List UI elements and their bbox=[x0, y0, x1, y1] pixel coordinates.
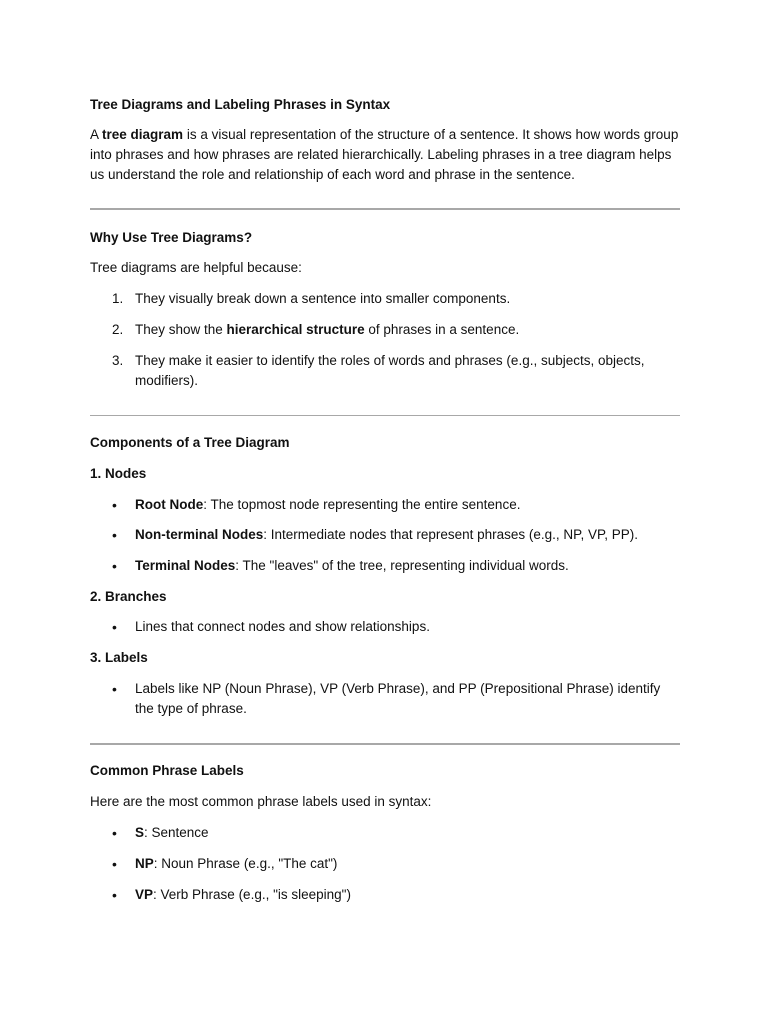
why-heading: Why Use Tree Diagrams? bbox=[90, 230, 253, 245]
list-item: 2. They show the hierarchical structure of phrases in a sentence. bbox=[112, 322, 520, 337]
document-page bbox=[90, 95, 680, 905]
components-heading: Components of a Tree Diagram bbox=[90, 435, 290, 450]
list-item: • Non-terminal Nodes: Intermediate nodes that represent phrases (e.g., NP, VP, PP). bbox=[112, 527, 638, 543]
list-item: • Labels like NP (Noun Phrase), VP (Verb Phrase), and PP (Prepositional Phrase) identify the type of phrase. bbox=[112, 681, 661, 716]
list-item: 3. They make it easier to identify the roles of words and phrases (e.g., subjects, objects, modifiers). bbox=[112, 353, 645, 388]
branches-heading: 2. Branches bbox=[90, 589, 167, 604]
common-list bbox=[90, 823, 680, 905]
list-item: • S: Sentence bbox=[112, 825, 209, 841]
list-item: 1. They visually break down a sentence into smaller components. bbox=[112, 291, 511, 306]
bullet-icon: • bbox=[112, 825, 117, 841]
labels-list bbox=[90, 679, 680, 719]
bullet-icon: • bbox=[112, 887, 117, 903]
list-item: • Terminal Nodes: The "leaves" of the tree, representing individual words. bbox=[112, 558, 569, 574]
common-heading: Common Phrase Labels bbox=[90, 763, 244, 778]
bullet-icon: • bbox=[112, 527, 117, 543]
nodes-heading: 1. Nodes bbox=[90, 466, 147, 481]
why-list bbox=[90, 289, 680, 391]
list-item: • NP: Noun Phrase (e.g., "The cat") bbox=[112, 856, 338, 872]
bullet-icon: • bbox=[112, 619, 117, 635]
common-lead: Here are the most common phrase labels used in syntax: bbox=[90, 794, 432, 809]
document-title: Tree Diagrams and Labeling Phrases in Syntax bbox=[90, 97, 391, 112]
bullet-icon: • bbox=[112, 497, 117, 513]
bullet-icon: • bbox=[112, 558, 117, 574]
nodes-list bbox=[90, 495, 680, 576]
bullet-icon: • bbox=[112, 681, 117, 697]
branches-list bbox=[90, 617, 680, 637]
intro-term: tree diagram bbox=[102, 127, 184, 142]
list-item: • VP: Verb Phrase (e.g., "is sleeping") bbox=[112, 887, 351, 903]
labels-heading: 3. Labels bbox=[90, 650, 148, 665]
intro-paragraph: A tree diagram is a visual representation of the structure of a sentence. It shows how words group into phrases and how phrases are related hierarchically. Labeling phrases in a tree diagram helps us understand the role and relationship of each word and phrase in the sentence. bbox=[90, 127, 679, 182]
section-divider bbox=[90, 415, 680, 416]
list-item: • Root Node: The topmost node representing the entire sentence. bbox=[112, 497, 521, 513]
list-item: • Lines that connect nodes and show relationships. bbox=[112, 619, 430, 635]
section-divider bbox=[90, 743, 680, 745]
section-divider bbox=[90, 208, 680, 210]
why-lead: Tree diagrams are helpful because: bbox=[90, 260, 302, 275]
bullet-icon: • bbox=[112, 856, 117, 872]
